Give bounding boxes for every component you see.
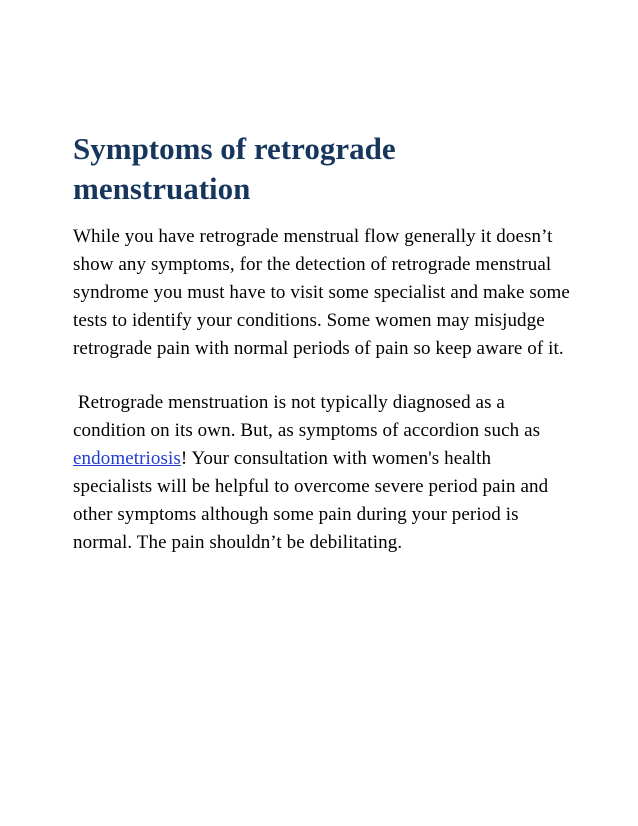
paragraph-diagnosis-text-before: Retrograde menstruation is not typically diagnosed as a condition on its own. But, as symptoms of accordion such as xyxy=(73,392,541,441)
section-heading: Symptoms of retrograde menstruation xyxy=(73,131,396,206)
paragraph-diagnosis xyxy=(73,389,573,557)
endometriosis-link[interactable]: endometriosis xyxy=(73,448,181,469)
paragraph-symptoms: While you have retrograde menstrual flow generally it doesn’t show any symptoms, for the detection of retrograde menstrual syndrome you must have to visit some specialist and make some tests to identify your conditions. Some women may misjudge retrograde pain with normal periods of pain so keep aware of it. xyxy=(73,226,570,359)
paragraph-diagnosis-text-after: ! Your consultation with women's health specialists will be helpful to overcome severe period pain and other symptoms although some pain during your period is normal. The pain shouldn’t be debilitating. xyxy=(73,448,549,553)
document-content xyxy=(73,129,573,557)
